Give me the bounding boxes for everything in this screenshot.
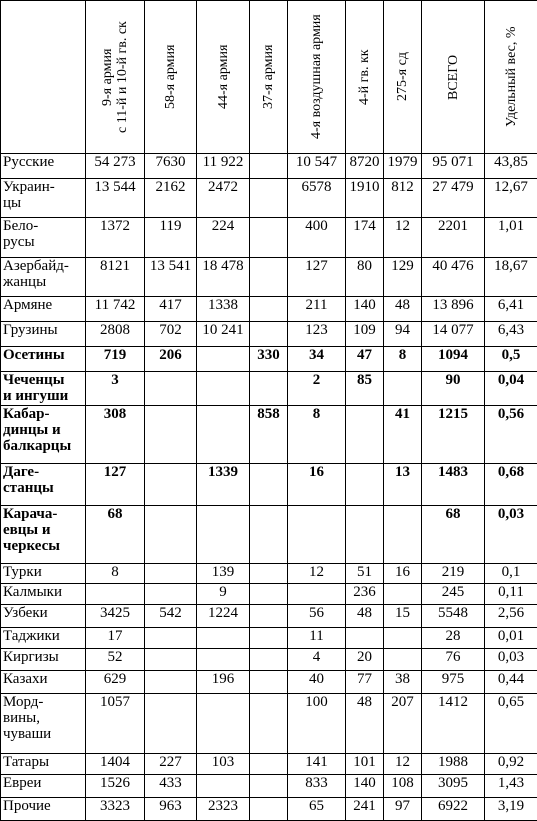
row-label: Татары — [1, 754, 86, 775]
table-cell: 2 — [288, 371, 346, 405]
table-cell: 812 — [384, 178, 422, 217]
header-37th-army — [250, 1, 288, 154]
header-4th-air-army-label: 4-я воздушная армия — [309, 14, 324, 140]
table-cell — [86, 584, 145, 605]
table-cell: 16 — [384, 563, 422, 584]
table-cell: 54 273 — [86, 154, 145, 179]
table-cell: 27 479 — [422, 178, 485, 217]
table-cell: 10 241 — [197, 322, 250, 347]
table-cell — [197, 371, 250, 405]
table-row — [1, 406, 537, 464]
row-label: Кабар- динцы и балкарцы — [1, 406, 86, 464]
table-cell: 17 — [86, 627, 145, 648]
table-cell — [250, 218, 288, 257]
table-cell: 8 — [288, 406, 346, 464]
table-cell: 12,67 — [485, 178, 537, 217]
table-row — [1, 464, 537, 505]
table-cell — [250, 648, 288, 671]
table-cell: 2808 — [86, 322, 145, 347]
table-cell — [145, 406, 197, 464]
table-cell — [250, 627, 288, 648]
table-cell: 1215 — [422, 406, 485, 464]
table-cell: 3323 — [86, 797, 145, 820]
table-cell — [250, 154, 288, 179]
table-cell: 0,56 — [485, 406, 537, 464]
table-cell: 0,03 — [485, 648, 537, 671]
table-cell: 963 — [145, 797, 197, 820]
header-9th-army — [86, 1, 145, 154]
table-cell: 43,85 — [485, 154, 537, 179]
table-cell: 1339 — [197, 464, 250, 505]
table-cell — [145, 627, 197, 648]
table-row — [1, 648, 537, 671]
table-row — [1, 257, 537, 296]
table-cell: 702 — [145, 322, 197, 347]
table-cell: 48 — [346, 605, 384, 628]
table-cell: 140 — [346, 297, 384, 322]
table-cell — [197, 775, 250, 798]
table-cell: 241 — [346, 797, 384, 820]
table-cell — [250, 584, 288, 605]
table-cell: 40 — [288, 671, 346, 694]
table-cell — [250, 322, 288, 347]
table-cell: 41 — [384, 406, 422, 464]
table-cell: 6,41 — [485, 297, 537, 322]
table-cell: 8 — [86, 563, 145, 584]
table-cell — [197, 406, 250, 464]
row-label: Узбеки — [1, 605, 86, 628]
table-cell — [250, 297, 288, 322]
table-cell — [145, 671, 197, 694]
table-cell: 2201 — [422, 218, 485, 257]
table-cell: 206 — [145, 346, 197, 371]
table-cell: 5548 — [422, 605, 485, 628]
table-cell — [250, 671, 288, 694]
table-cell — [250, 605, 288, 628]
table-cell: 13 — [384, 464, 422, 505]
header-37th-army-label: 37-я армия — [261, 44, 276, 110]
table-cell: 100 — [288, 694, 346, 754]
row-label: Прочие — [1, 797, 86, 820]
table-row — [1, 605, 537, 628]
table-cell: 0,01 — [485, 627, 537, 648]
table-cell — [145, 648, 197, 671]
table-row — [1, 775, 537, 798]
table-cell: 1526 — [86, 775, 145, 798]
row-label: Русские — [1, 154, 86, 179]
table-cell: 68 — [422, 505, 485, 563]
header-58th-army-label: 58-я армия — [163, 44, 178, 110]
table-cell: 95 071 — [422, 154, 485, 179]
header-9th-army-label: 9-я армия с 11-й и 10-й гв. ск — [100, 21, 130, 133]
table-cell: 12 — [384, 218, 422, 257]
row-label: Чеченцы и ингуши — [1, 371, 86, 405]
table-cell: 77 — [346, 671, 384, 694]
table-cell: 90 — [422, 371, 485, 405]
table-cell: 94 — [384, 322, 422, 347]
table-cell: 433 — [145, 775, 197, 798]
table-cell — [250, 257, 288, 296]
table-cell: 8720 — [346, 154, 384, 179]
table-cell: 0,68 — [485, 464, 537, 505]
table-cell: 0,44 — [485, 671, 537, 694]
table-cell — [384, 371, 422, 405]
table-cell: 245 — [422, 584, 485, 605]
table-cell — [384, 648, 422, 671]
table-cell: 719 — [86, 346, 145, 371]
header-blank — [1, 1, 86, 154]
table-cell: 48 — [346, 694, 384, 754]
table-cell: 0,65 — [485, 694, 537, 754]
table-cell: 1979 — [384, 154, 422, 179]
table-row — [1, 371, 537, 405]
table-cell: 227 — [145, 754, 197, 775]
table-cell: 40 476 — [422, 257, 485, 296]
table-cell: 13 544 — [86, 178, 145, 217]
table-cell — [145, 464, 197, 505]
header-share-label: Удельный вес, % — [503, 26, 519, 128]
header-total — [422, 1, 485, 154]
row-label: Киргизы — [1, 648, 86, 671]
table-row — [1, 505, 537, 563]
table-cell: 51 — [346, 563, 384, 584]
table-cell — [145, 563, 197, 584]
table-cell: 3 — [86, 371, 145, 405]
table-cell: 3425 — [86, 605, 145, 628]
table-cell: 109 — [346, 322, 384, 347]
table-cell: 219 — [422, 563, 485, 584]
table-cell: 0,92 — [485, 754, 537, 775]
table-cell — [145, 584, 197, 605]
table-cell — [145, 505, 197, 563]
table-cell — [288, 505, 346, 563]
table-cell: 1910 — [346, 178, 384, 217]
table-cell — [346, 627, 384, 648]
table-cell: 80 — [346, 257, 384, 296]
table-row — [1, 563, 537, 584]
table-row — [1, 346, 537, 371]
table-cell — [197, 694, 250, 754]
row-label: Калмыки — [1, 584, 86, 605]
table-cell: 1,43 — [485, 775, 537, 798]
table-cell: 1338 — [197, 297, 250, 322]
table-cell: 65 — [288, 797, 346, 820]
table-cell: 76 — [422, 648, 485, 671]
table-cell: 1057 — [86, 694, 145, 754]
table-cell: 330 — [250, 346, 288, 371]
table-cell: 196 — [197, 671, 250, 694]
table-cell — [288, 584, 346, 605]
table-cell: 1372 — [86, 218, 145, 257]
table-cell — [250, 563, 288, 584]
table-cell: 833 — [288, 775, 346, 798]
table-cell: 52 — [86, 648, 145, 671]
table-cell: 103 — [197, 754, 250, 775]
table-cell: 18,67 — [485, 257, 537, 296]
table-cell: 13 541 — [145, 257, 197, 296]
header-row — [1, 1, 537, 154]
table-cell: 101 — [346, 754, 384, 775]
row-label: Турки — [1, 563, 86, 584]
table-cell: 16 — [288, 464, 346, 505]
table-cell: 6922 — [422, 797, 485, 820]
table-cell: 1,01 — [485, 218, 537, 257]
table-cell — [250, 694, 288, 754]
table-cell: 236 — [346, 584, 384, 605]
table-cell: 2,56 — [485, 605, 537, 628]
table-cell — [346, 406, 384, 464]
table-cell — [197, 505, 250, 563]
table-cell: 140 — [346, 775, 384, 798]
table-cell: 7630 — [145, 154, 197, 179]
table-cell: 211 — [288, 297, 346, 322]
row-label: Армяне — [1, 297, 86, 322]
table-cell: 127 — [86, 464, 145, 505]
table-cell: 417 — [145, 297, 197, 322]
table-row — [1, 584, 537, 605]
table-cell — [384, 627, 422, 648]
table-row — [1, 627, 537, 648]
table-cell: 975 — [422, 671, 485, 694]
table-cell — [197, 648, 250, 671]
table-cell: 20 — [346, 648, 384, 671]
table-cell: 1412 — [422, 694, 485, 754]
table-cell: 8121 — [86, 257, 145, 296]
table-cell: 139 — [197, 563, 250, 584]
table-cell — [250, 505, 288, 563]
table-cell: 97 — [384, 797, 422, 820]
table-cell: 1404 — [86, 754, 145, 775]
table-cell: 141 — [288, 754, 346, 775]
table-row — [1, 694, 537, 754]
table-cell: 12 — [288, 563, 346, 584]
header-4th-air-army — [288, 1, 346, 154]
table-row — [1, 797, 537, 820]
table-cell: 629 — [86, 671, 145, 694]
table-cell — [250, 754, 288, 775]
row-label: Даге- станцы — [1, 464, 86, 505]
table-cell: 11 742 — [86, 297, 145, 322]
table-cell: 224 — [197, 218, 250, 257]
table-row — [1, 754, 537, 775]
table-cell — [197, 627, 250, 648]
row-label: Евреи — [1, 775, 86, 798]
table-cell: 129 — [384, 257, 422, 296]
table-cell: 38 — [384, 671, 422, 694]
table-cell: 1483 — [422, 464, 485, 505]
table-cell — [145, 694, 197, 754]
row-label: Морд- вины, чуваши — [1, 694, 86, 754]
table-cell — [250, 797, 288, 820]
table-cell: 8 — [384, 346, 422, 371]
table-cell: 34 — [288, 346, 346, 371]
header-4th-guards-cav-label: 4-й гв. кк — [357, 49, 372, 105]
table-cell: 9 — [197, 584, 250, 605]
table-cell: 2162 — [145, 178, 197, 217]
table-cell: 308 — [86, 406, 145, 464]
table-cell: 15 — [384, 605, 422, 628]
row-label: Осетины — [1, 346, 86, 371]
table-cell: 0,5 — [485, 346, 537, 371]
header-44th-army — [197, 1, 250, 154]
table-cell: 174 — [346, 218, 384, 257]
table-row — [1, 218, 537, 257]
row-label: Таджики — [1, 627, 86, 648]
table-row — [1, 154, 537, 179]
table-cell: 4 — [288, 648, 346, 671]
table-cell: 858 — [250, 406, 288, 464]
table-cell: 0,04 — [485, 371, 537, 405]
table-cell: 11 922 — [197, 154, 250, 179]
table-cell: 0,03 — [485, 505, 537, 563]
table-cell: 47 — [346, 346, 384, 371]
table-cell: 56 — [288, 605, 346, 628]
table-cell: 0,1 — [485, 563, 537, 584]
header-4th-guards-cav — [346, 1, 384, 154]
header-share — [485, 1, 537, 154]
table-row — [1, 671, 537, 694]
table-cell — [250, 775, 288, 798]
table-cell: 14 077 — [422, 322, 485, 347]
table-cell: 108 — [384, 775, 422, 798]
table-cell: 48 — [384, 297, 422, 322]
header-58th-army — [145, 1, 197, 154]
header-275th-div — [384, 1, 422, 154]
table-cell: 6,43 — [485, 322, 537, 347]
table-cell — [346, 464, 384, 505]
table-cell: 6578 — [288, 178, 346, 217]
table-cell: 2472 — [197, 178, 250, 217]
table-cell: 3095 — [422, 775, 485, 798]
table-cell: 11 — [288, 627, 346, 648]
table-cell — [250, 178, 288, 217]
table-cell — [346, 505, 384, 563]
table-cell: 127 — [288, 257, 346, 296]
table-cell — [384, 505, 422, 563]
row-label: Азербайд- жанцы — [1, 257, 86, 296]
row-label: Казахи — [1, 671, 86, 694]
table-cell: 85 — [346, 371, 384, 405]
table-cell: 18 478 — [197, 257, 250, 296]
table-row — [1, 297, 537, 322]
table-cell: 13 896 — [422, 297, 485, 322]
table-cell: 400 — [288, 218, 346, 257]
table-cell: 1094 — [422, 346, 485, 371]
table-cell: 1224 — [197, 605, 250, 628]
row-label: Грузины — [1, 322, 86, 347]
row-label: Карача- евцы и черкесы — [1, 505, 86, 563]
table-row — [1, 322, 537, 347]
table-cell: 3,19 — [485, 797, 537, 820]
table-cell: 12 — [384, 754, 422, 775]
table-cell: 119 — [145, 218, 197, 257]
table-cell: 10 547 — [288, 154, 346, 179]
table-cell: 207 — [384, 694, 422, 754]
table-cell — [145, 371, 197, 405]
table-cell — [250, 371, 288, 405]
table-cell: 123 — [288, 322, 346, 347]
table-cell: 0,11 — [485, 584, 537, 605]
table-cell — [384, 584, 422, 605]
table-cell: 1988 — [422, 754, 485, 775]
header-total-label: ВСЕГО — [445, 54, 461, 100]
row-label: Украин- цы — [1, 178, 86, 217]
row-label: Бело- русы — [1, 218, 86, 257]
header-275th-div-label: 275-я сд — [395, 52, 410, 102]
table-cell: 28 — [422, 627, 485, 648]
table-row — [1, 178, 537, 217]
table-cell: 542 — [145, 605, 197, 628]
header-44th-army-label: 44-я армия — [215, 44, 231, 110]
table-cell — [250, 464, 288, 505]
table-cell — [197, 346, 250, 371]
table-cell: 2323 — [197, 797, 250, 820]
table-cell: 68 — [86, 505, 145, 563]
